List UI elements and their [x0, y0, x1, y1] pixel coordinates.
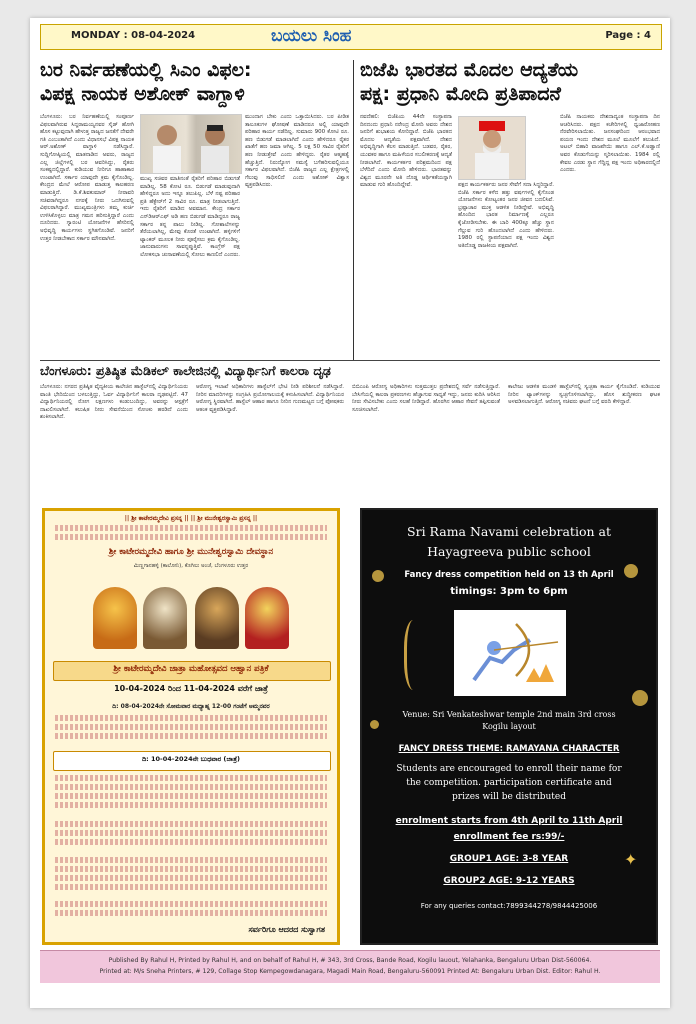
ad-school-contact: For any queries contact:7899344278/9844425006 [420, 902, 598, 910]
school-event-ad [360, 508, 658, 945]
article-right-col3: ಬಿಜೆಪಿ ನಾಯಕರು ದೇಶದಾದ್ಯಂತ ಸಂಸ್ಥಾಪನಾ ದಿನ ಆಚರಿಸಿದರು. ಪಕ್ಷದ ಕಚೇರಿಗಳಲ್ಲಿ ಧ್ವಜಾರೋಹಣ ನೆರವೇರಿಸಲಾಯಿತು. ಜನಸಂಘದಿಂದ ಆರಂಭವಾದ ಪಯಣ ಇಂದು ದೇಶದ ಮೂಲೆ ಮೂಲೆಗೆ ತಲುಪಿದೆ. ಅಟಲ್ ಬಿಹಾರಿ ವಾಜಪೇಯಿ ಹಾಗೂ ಎಲ್.ಕೆ.ಅಡ್ವಾಣಿ ಅವರ ಕೊಡುಗೆಯನ್ನು ಸ್ಮರಿಸಲಾಯಿತು. 1984 ರಲ್ಲಿ ಕೇವಲ ಎರಡು ಸ್ಥಾನ ಗೆದ್ದಿದ್ದ ಪಕ್ಷ ಇಂದು ಅಧಿಕಾರದಲ್ಲಿದೆ ಎಂದರು. [560, 114, 660, 174]
modi-photo [458, 116, 526, 180]
leaders-photo [140, 114, 242, 174]
article-left-col1: ಬೆಂಗಳೂರು: ಬರ ನಿರ್ವಹಣೆಯಲ್ಲಿ ಸಂಪೂರ್ಣ ವಿಫಲವಾಗಿರುವ ಸಿದ್ದರಾಮಯ್ಯನವರ ಸೈಡ್ ಹೋಗಿ ಹೊಸ ಕಟ್ಟುವುದಾಗಿ ಹೇಳುತ್ತ ರಾಜ್ಯದ ಜನತೆಗೆ ದೇವರೇ ಗತಿ ಎಂಬಂತಾಗಿದೆ ಎಂದು ವಿಧಾನಸಭೆ ವಿಪಕ್ಷ ನಾಯಕ ಆರ್.ಅಶೋಕ್ ವಾಗ್ದಾಳಿ ನಡೆಸಿದ್ದಾರೆ. ಸುದ್ದಿಗೋಷ್ಠಿಯಲ್ಲಿ ಮಾತನಾಡಿದ ಅವರು, ರಾಜ್ಯದ ಎಲ್ಲ ಜಿಲ್ಲೆಗಳಲ್ಲಿ ಬರ ಆವರಿಸಿದ್ದು, ರೈತರು ಸಂಕಷ್ಟದಲ್ಲಿದ್ದಾರೆ. ಕುಡಿಯುವ ನೀರಿಗೂ ಹಾಹಾಕಾರ ಉಂಟಾಗಿದೆ. ಸರ್ಕಾರ ಯಾವುದೇ ಕ್ರಮ ಕೈಗೊಂಡಿಲ್ಲ. ಕೇಂದ್ರದ ಮೇಲೆ ಆರೋಪ ಮಾಡುತ್ತ ಕಾಲಹರಣ ಮಾಡುತ್ತಿದೆ. ಡಿ.ಕೆ.ಶಿವಕುಮಾರ್ ನೀರಾವರಿ ಸಚಿವರಾಗಿದ್ದರೂ ನಗರಕ್ಕೆ ನೀರು ಒದಗಿಸುವಲ್ಲಿ ವಿಫಲರಾಗಿದ್ದಾರೆ. ಮುಖ್ಯಮಂತ್ರಿಗಳು ತಮ್ಮ ಕುರ್ಚಿ ಉಳಿಸಿಕೊಳ್ಳಲು ಮಾತ್ರ ಗಮನ ಹರಿಸುತ್ತಿದ್ದಾರೆ ಎಂದು ದೂರಿದರು. ಗ್ಯಾರಂಟಿ ಯೋಜನೆಗಳ ಹೆಸರಿನಲ್ಲಿ ಅಭಿವೃದ್ಧಿ ಕಾರ್ಯಗಳು ಸ್ಥಗಿತಗೊಂಡಿವೆ. ಜನರಿಗೆ ಉತ್ತರ ನೀಡಬೇಕಾದ ಸರ್ಕಾರ ಮೌನವಾಗಿದೆ. [40, 114, 134, 242]
newspaper-page [30, 18, 670, 1008]
ad-school-body-3: prizes will be distributed [452, 792, 566, 802]
section-rule [40, 360, 660, 361]
headline-left-line2: ವಿಪಕ್ಷ ನಾಯಕ ಅಶೋಕ್ ವಾಗ್ದಾಳಿ [40, 83, 245, 105]
sparkle-icon: ✦ [624, 850, 638, 869]
headline-right [360, 58, 660, 106]
ad-temple-banner-text: ಶ್ರೀ ಕಾಟೇರಮ್ಮದೇವಿ ಜಾತ್ರಾ ಮಹೋತ್ಸವದ ಆಹ್ವಾನ ಪತ್ರಿಕೆ [113, 664, 269, 674]
ad-school-venue-2: Kogilu layout [482, 722, 536, 731]
ad-temple-text-line [55, 724, 327, 730]
ad-school-body-2: the competition. participation certificate and [406, 778, 612, 788]
print-line-footer [40, 950, 660, 983]
ad-temple-text-line [55, 784, 327, 790]
ad-school-enrolment: enrolment starts from 4th April to 11th April [395, 816, 623, 826]
deity-image [195, 587, 239, 649]
ad-temple-text-line [55, 866, 327, 872]
ad-temple-text-line [55, 821, 327, 827]
ad-school-venue: Venue: Sri Venkateshwar temple 2nd main 3rd cross [402, 710, 616, 719]
ad-temple-text-line [55, 830, 327, 836]
article-mid-col4: ಕಾಲೇಜು ಆಡಳಿತ ಮಂಡಳಿ ಹಾಸ್ಟೆಲ್‌ನಲ್ಲಿ ಸ್ವಚ್ಛತಾ ಕಾರ್ಯ ಕೈಗೊಂಡಿದೆ. ಕುಡಿಯುವ ನೀರಿನ ಟ್ಯಾಂಕ್‌ಗಳನ್ನು ಸ್ವಚ್ಛಗೊಳಿಸಲಾಗಿದ್ದು, ಹೊಸ ಶುದ್ಧೀಕರಣ ಘಟಕ ಅಳವಡಿಸಲಾಗುತ್ತಿದೆ. ಆರೋಗ್ಯ ಸಚಿವರು ಘಟನೆ ಬಗ್ಗೆ ವರದಿ ಕೇಳಿದ್ದಾರೆ. [508, 384, 660, 406]
ad-temple-welcome: ಸರ್ವರಿಗೂ ಆದರದ ಸುಸ್ವಾಗತ [248, 925, 325, 934]
headline-left [40, 58, 350, 106]
article-left-col3: ಮುಂದಾಗ ಬೇಕು ಎಂದು ಒತ್ತಾಯಿಸಿದರು. ಬರ ಪೀಡಿತ ತಾಲೂಕುಗಳ ಘೋಷಣೆ ಮಾಡಿದರೂ ಅಲ್ಲಿ ಯಾವುದೇ ಪರಿಹಾರ ಕಾರ್ಯ ನಡೆದಿಲ್ಲ. ಸುಮಾರು 900 ಕೋಟಿ ರೂ. ಹಣ ಬಿಡುಗಡೆ ಮಾಡಲಾಗಿದೆ ಎಂದು ಹೇಳಿದರೂ ರೈತರ ಖಾತೆಗೆ ಹಣ ಜಮಾ ಆಗಿಲ್ಲ. 5 ಲಕ್ಷ 50 ಸಾವಿರ ರೈತರಿಗೆ ಹಣ ನೀಡುತ್ತೇವೆ ಎಂದು ಹೇಳಿದ್ದರು. ರೈತರ ಆತ್ಮಹತ್ಯೆ ಹೆಚ್ಚುತ್ತಿದೆ. ನಿರುದ್ಯೋಗ ಸಮಸ್ಯೆ ಬಗೆಹರಿಸುವಲ್ಲಿಯೂ ಸರ್ಕಾರ ವಿಫಲವಾಗಿದೆ. ಬಿಜೆಪಿ ರಾಜ್ಯದ ಎಲ್ಲ ಕ್ಷೇತ್ರಗಳಲ್ಲಿ ಗೆಲುವು ಸಾಧಿಸಲಿದೆ ಎಂದು ಅಶೋಕ್ ವಿಶ್ವಾಸ ವ್ಯಕ್ತಪಡಿಸಿದರು. [245, 114, 349, 189]
ad-temple-text-line [55, 910, 327, 916]
ad-school-title-1: Sri Rama Navami celebration at [407, 524, 611, 539]
ad-temple-text-line [55, 802, 327, 808]
temple-invitation-ad [42, 508, 340, 945]
ad-temple-text-line [55, 715, 327, 721]
ad-school-body-1: Students are encouraged to enroll their name for [396, 764, 622, 774]
column-rule [353, 60, 354, 360]
ad-temple-dates: 10-04-2024 ರಿಂದ 11-04-2024 ವರೆಗೆ ಜಾತ್ರೆ [114, 684, 268, 693]
ad-temple-text-line [55, 884, 327, 890]
ad-school-competition: Fancy dress competition held on 13 th April [404, 570, 614, 580]
goddess-image [245, 587, 289, 649]
ad-school-fee: enrollment fee rs:99/- [453, 832, 565, 842]
ad-temple-address: ಮಿಣ್ಣಗಾನಹಳ್ಳಿ (ಕಾಲೋನಿ), ಕೊಗಿಲು ಅಂಚೆ, ಬೆಂಗಳೂರು ಉತ್ತರ [133, 563, 249, 569]
ad-temple-day1: ದಿ: 08-04-2024ನೇ ಸೋಮವಾರ ಮಧ್ಯಾಹ್ನ 12-00 ಗಂಟೆಗೆ ಅಮ್ಮನವರ [112, 703, 270, 710]
ad-temple-text-line [55, 901, 327, 907]
ad-temple-text-line [55, 857, 327, 863]
ad-temple-text-line [55, 839, 327, 845]
laurel-icon [404, 620, 427, 690]
headline-right-line2: ಪಕ್ಷ: ಪ್ರಧಾನಿ ಮೋದಿ ಪ್ರತಿಪಾದನೆ [360, 83, 561, 105]
article-left-col2: ಮುಖ್ಯ ಸಚಿವರ ಮಾತಿನಂತೆ ರೈತರಿಗೆ ಪರಿಹಾರ ಬಿಡುಗಡೆ ಮಾಡಿಲ್ಲ. 58 ಕೋಟಿ ರೂ. ಬಿಡುಗಡೆ ಮಾಡುವುದಾಗಿ ಹೇಳಿದ್ದರೂ ಅದು ಇನ್ನೂ ತಲುಪಿಲ್ಲ. ಬೆಳೆ ನಷ್ಟ ಪರಿಹಾರ ಪ್ರತಿ ಹೆಕ್ಟೇರ್‌ಗೆ 2 ಸಾವಿರ ರೂ. ಮಾತ್ರ ನೀಡಲಾಗುತ್ತಿದೆ. ಇದು ರೈತರಿಗೆ ಮಾಡಿದ ಅವಮಾನ. ಕೇಂದ್ರ ಸರ್ಕಾರ ಎನ್‌ಡಿಆರ್‌ಎಫ್ ಅಡಿ ಹಣ ಬಿಡುಗಡೆ ಮಾಡಿದ್ದರೂ ರಾಜ್ಯ ಸರ್ಕಾರ ತನ್ನ ಪಾಲು ನೀಡಿಲ್ಲ. ಗೋಶಾಲೆಗಳನ್ನು ತೆರೆಯಲಾಗಿಲ್ಲ, ಮೇವು ಕೊರತೆ ಉಂಟಾಗಿದೆ. ಹಳ್ಳಿಗಳಿಗೆ ಟ್ಯಾಂಕರ್ ಮೂಲಕ ನೀರು ಪೂರೈಸಲು ಕ್ರಮ ಕೈಗೊಂಡಿಲ್ಲ. ಜಾನುವಾರುಗಳು ಸಾವನ್ನಪ್ಪುತ್ತಿವೆ. ಕಾಂಗ್ರೆಸ್ ಪಕ್ಷ ಲೋಕಸಭಾ ಚುನಾವಣೆಯಲ್ಲಿ ಸೋಲು ಕಾಣಲಿದೆ ಎಂದರು. [140, 176, 240, 258]
gold-bokeh-dot [632, 690, 648, 706]
ad-temple-text-line [55, 875, 327, 881]
ad-school-title-2: Hayagreeva public school [427, 544, 591, 559]
ad-temple-text-line [55, 793, 327, 799]
newspaper-title: ಬಯಲು ಸಿಂಹ [271, 26, 352, 46]
ad-temple-text-line [55, 525, 327, 531]
headline-middle: ಬೆಂಗಳೂರು: ಪ್ರತಿಷ್ಠಿತ ಮೆಡಿಕಲ್ ಕಾಲೇಜಿನಲ್ಲಿ ವಿದ್ಯಾರ್ಥಿನಿಗೆ ಕಾಲರಾ ದೃಢ [40, 363, 331, 378]
deity-image [143, 587, 187, 649]
issue-date: MONDAY : 08-04-2024 [71, 30, 196, 41]
article-mid-col2: ಆರೋಗ್ಯ ಇಲಾಖೆ ಅಧಿಕಾರಿಗಳು ಹಾಸ್ಟೆಲ್‌ಗೆ ಭೇಟಿ ನೀಡಿ ಪರಿಶೀಲನೆ ನಡೆಸಿದ್ದಾರೆ. ನೀರಿನ ಮಾದರಿಗಳನ್ನು ಸಂಗ್ರಹಿಸಿ ಪ್ರಯೋಗಾಲಯಕ್ಕೆ ಕಳುಹಿಸಲಾಗಿದೆ. ವಿದ್ಯಾರ್ಥಿನಿಯರ ಆರೋಗ್ಯ ಸ್ಥಿರವಾಗಿದೆ. ಹಾಸ್ಟೆಲ್ ಆಹಾರ ಹಾಗೂ ನೀರಿನ ಗುಣಮಟ್ಟದ ಬಗ್ಗೆ ಪೋಷಕರು ಆತಂಕ ವ್ಯಕ್ತಪಡಿಸಿದ್ದಾರೆ. [196, 384, 344, 413]
ad-temple-text-line [55, 775, 327, 781]
ad-school-group2: GROUP2 AGE: 9-12 YEARS [443, 876, 575, 886]
rama-illustration [454, 610, 566, 696]
ad-temple-text-line [55, 733, 327, 739]
headline-left-line1: ಬರ ನಿರ್ವಹಣೆಯಲ್ಲಿ ಸಿಎಂ ವಿಫಲ: [40, 59, 252, 81]
article-right-col1: ನವದೆಹಲಿ: ಬಿಜೆಪಿಯ 44ನೇ ಸಂಸ್ಥಾಪನಾ ದಿನದಂದು ಪ್ರಧಾನಿ ನರೇಂದ್ರ ಮೋದಿ ಅವರು ದೇಶದ ಜನರಿಗೆ ಶುಭಾಶಯ ಕೋರಿದ್ದಾರೆ. ಬಿಜೆಪಿ ಭಾರತದ ಮೊದಲ ಆದ್ಯತೆಯ ಪಕ್ಷವಾಗಿದೆ. ದೇಶದ ಅಭಿವೃದ್ಧಿಗಾಗಿ ಕೆಲಸ ಮಾಡುತ್ತಿದೆ. ಬಡವರ, ರೈತರ, ಯುವಕರ ಹಾಗೂ ಮಹಿಳೆಯರ ಸಬಲೀಕರಣಕ್ಕೆ ಆದ್ಯತೆ ನೀಡಲಾಗಿದೆ. ಕಾರ್ಯಕರ್ತರ ಪರಿಶ್ರಮದಿಂದ ಪಕ್ಷ ಬೆಳೆದಿದೆ ಎಂದು ಮೋದಿ ಹೇಳಿದರು. ಭಾರತವನ್ನು ವಿಶ್ವದ ಮೂರನೇ ಅತಿ ದೊಡ್ಡ ಆರ್ಥಿಕತೆಯನ್ನಾಗಿ ಮಾಡುವ ಗುರಿ ಹೊಂದಿದ್ದೇವೆ. [360, 114, 452, 189]
page-number: Page : 4 [605, 30, 651, 41]
ad-school-theme: FANCY DRESS THEME: RAMAYANA CHARACTER [398, 744, 620, 754]
ad-temple-blessing: || ಶ್ರೀ ಕಾಟೇರಮ್ಮದೇವಿ ಪ್ರಸನ್ನ || || ಶ್ರೀ ಮುನೇಶ್ವರಸ್ವಾಮಿ ಪ್ರಸನ್ನ || [124, 515, 258, 522]
headline-right-line1: ಬಿಜೆಪಿ ಭಾರತದ ಮೊದಲ ಆದ್ಯತೆಯ [360, 59, 579, 81]
article-mid-col1: ಬೆಂಗಳೂರು: ನಗರದ ಪ್ರತಿಷ್ಠಿತ ವೈದ್ಯಕೀಯ ಕಾಲೇಜಿನ ಹಾಸ್ಟೆಲ್‌ನಲ್ಲಿ ವಿದ್ಯಾರ್ಥಿನಿಯರು ವಾಂತಿ ಭೇದಿಯಿಂದ ಬಳಲುತ್ತಿದ್ದು, ಓರ್ವ ವಿದ್ಯಾರ್ಥಿನಿಗೆ ಕಾಲರಾ ದೃಢಪಟ್ಟಿದೆ. 47 ವಿದ್ಯಾರ್ಥಿನಿಯರಲ್ಲಿ ರೋಗ ಲಕ್ಷಣಗಳು ಕಂಡುಬಂದಿದ್ದು, ಅವರನ್ನು ಆಸ್ಪತ್ರೆಗೆ ದಾಖಲಿಸಲಾಗಿದೆ. ಕಲುಷಿತ ನೀರು ಸೇವನೆಯಿಂದ ಸೋಂಕು ಹರಡಿದೆ ಎಂದು ಶಂಕಿಸಲಾಗಿದೆ. [40, 384, 188, 421]
footer-publisher: Published By Rahul H, Printed by Rahul H, and on behalf of Rahul H, # 343, 3rd Cross, Bande Road, Kogilu lauout, Yelahanka, Bengaluru Urban Dist-560064. [108, 957, 592, 964]
ad-school-group1: GROUP1 AGE: 3-8 YEAR [449, 854, 569, 864]
ad-temple-day2: ದಿ: 10-04-2024ನೇ ಬುಧವಾರ (ಜಾತ್ರೆ) [141, 755, 241, 763]
article-mid-col3: ಬಿಬಿಎಂಪಿ ಆರೋಗ್ಯ ಅಧಿಕಾರಿಗಳು ಸುತ್ತಮುತ್ತಲ ಪ್ರದೇಶದಲ್ಲಿ ಸರ್ವೆ ನಡೆಸುತ್ತಿದ್ದಾರೆ. ಬೇಸಿಗೆಯಲ್ಲಿ ಕಾಲರಾ ಪ್ರಕರಣಗಳು ಹೆಚ್ಚಾಗುವ ಸಾಧ್ಯತೆ ಇದ್ದು, ಜನರು ಕುದಿಸಿ ಆರಿಸಿದ ನೀರು ಸೇವಿಸಬೇಕು ಎಂದು ಸಲಹೆ ನೀಡಿದ್ದಾರೆ. ಹೊರಗಿನ ಆಹಾರ ಸೇವನೆ ತಪ್ಪಿಸುವಂತೆ ಸೂಚಿಸಲಾಗಿದೆ. [352, 384, 500, 413]
article-right-col2: ಪಕ್ಷದ ಕಾರ್ಯಕರ್ತರು ಜನರ ಸೇವೆಗೆ ಸದಾ ಸಿದ್ಧರಿದ್ದಾರೆ. ಬಿಜೆಪಿ ಸರ್ಕಾರ ಕಳೆದ ಹತ್ತು ವರ್ಷಗಳಲ್ಲಿ ಕೈಗೊಂಡ ಯೋಜನೆಗಳು ಕೋಟ್ಯಂತರ ಜನರ ಜೀವನ ಬದಲಿಸಿವೆ. ಭ್ರಷ್ಟಾಚಾರ ಮುಕ್ತ ಆಡಳಿತ ನೀಡಿದ್ದೇವೆ. ಅಭಿವೃದ್ಧಿ ಹೊಂದಿದ ಭಾರತ ನಿರ್ಮಾಣಕ್ಕೆ ಎಲ್ಲರೂ ಕೈಜೋಡಿಸಬೇಕು. ಈ ಬಾರಿ 400ಕ್ಕೂ ಹೆಚ್ಚು ಸ್ಥಾನ ಗೆಲ್ಲುವ ಗುರಿ ಹೊಂದಲಾಗಿದೆ ಎಂದು ಹೇಳಿದರು. 1980 ರಲ್ಲಿ ಸ್ಥಾಪನೆಯಾದ ಪಕ್ಷ ಇಂದು ವಿಶ್ವದ ಅತಿದೊಡ್ಡ ರಾಜಕೀಯ ಪಕ್ಷವಾಗಿದೆ. [458, 182, 554, 249]
ad-school-timings: timings: 3pm to 6pm [450, 586, 568, 597]
ganesha-image [93, 587, 137, 649]
masthead [40, 24, 662, 50]
ad-temple-title: ಶ್ರೀ ಕಾಟೇರಮ್ಮದೇವಿ ಹಾಗೂ ಶ್ರೀ ಮುನೇಶ್ವರಸ್ವಾಮಿ ದೇವಸ್ಥಾನ [108, 547, 274, 557]
footer-printer: Printed at: M/s Sneha Printers, # 129, Collage Stop Kempegowdanagara, Magadi Main Road, Bengaluru-560091 Printed At: Bengaluru Urban Dist. Editor: Rahul H. [99, 968, 601, 975]
ad-temple-text-line [55, 534, 327, 540]
archer-icon [454, 610, 566, 696]
